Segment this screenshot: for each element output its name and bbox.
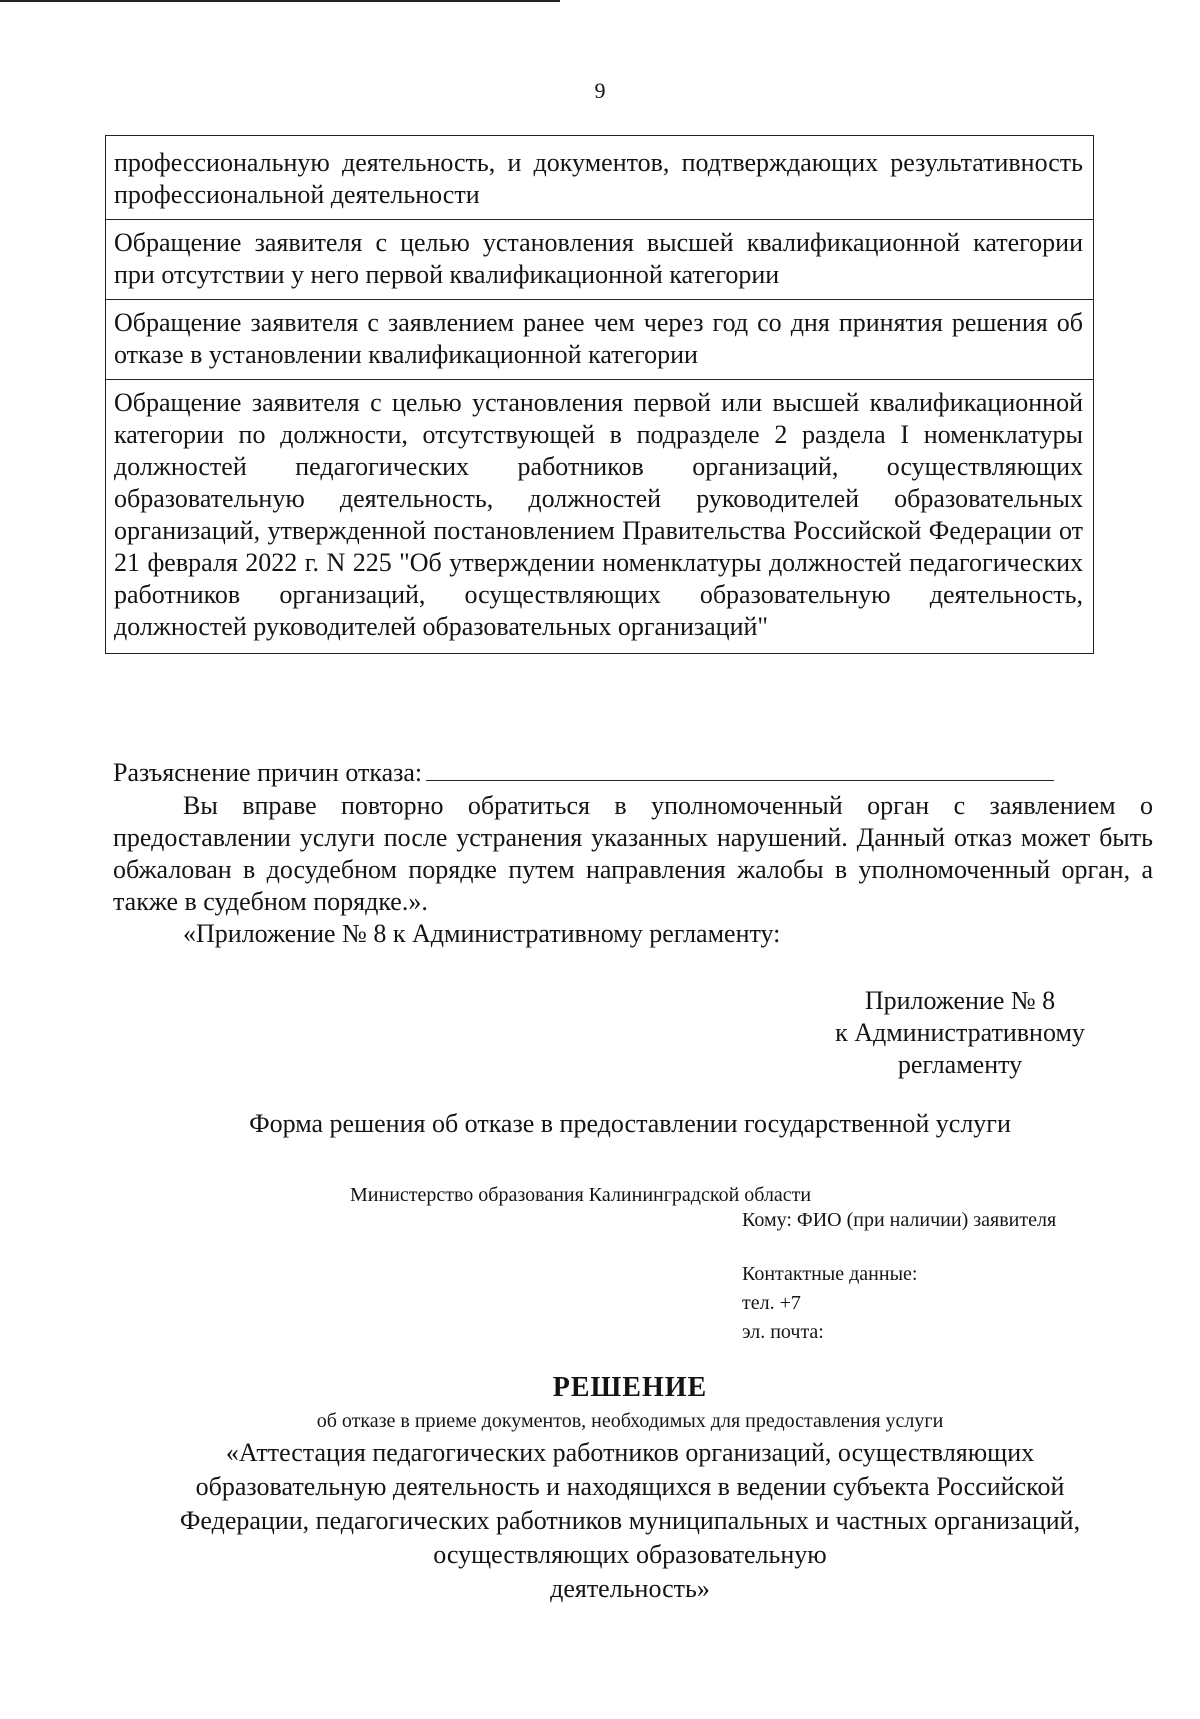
refusal-grounds-table bbox=[105, 135, 1094, 654]
refusal-reason-label: Разъяснение причин отказа: bbox=[113, 758, 423, 787]
service-name bbox=[0, 1436, 1200, 1606]
refusal-reason-line bbox=[113, 757, 1054, 789]
table-row: Обращение заявителя с целью установления первой или высшей квалификационной категории по должности, отсутствующей в подразделе 2 раздела I номенклатуры должностей педагогических работников организаций, осуществляющих образовательную деятельность, должностей руководителей образовательных организаций, утвержденной постановлением Правительства Российской Федерации от 21 февраля 2022 г. N 225 "Об утверждении номенклатуры должностей педагогических работников организаций, осуществляющих образовательную деятельность, должностей руководителей образовательных организаций" bbox=[106, 379, 1093, 653]
annex-header bbox=[810, 985, 1110, 1081]
contact-label: Контактные данные: bbox=[742, 1263, 918, 1285]
annex-intro: «Приложение № 8 к Административному регламенту: bbox=[183, 919, 781, 948]
page-number: 9 bbox=[594, 78, 606, 103]
ministry-name: Министерство образования Калининградской области bbox=[350, 1184, 812, 1206]
service-name-line: Федерации, педагогических работников муниципальных и частных организаций, bbox=[179, 1506, 1081, 1535]
annex-header-line: регламенту bbox=[897, 1050, 1023, 1079]
service-name-line: деятельность» bbox=[550, 1574, 710, 1603]
table-row: Обращение заявителя с целью установления высшей квалификационной категории при отсутствии у него первой квалификационной категории bbox=[106, 219, 1093, 299]
contact-block bbox=[742, 1260, 917, 1347]
annex-header-line: Приложение № 8 bbox=[864, 986, 1056, 1015]
contact-email: эл. почта: bbox=[742, 1321, 824, 1343]
decision-subtitle: об отказе в приеме документов, необходимых для предоставления услуги bbox=[316, 1410, 944, 1432]
contact-phone: тел. +7 bbox=[742, 1292, 801, 1314]
service-name-line: образовательную деятельность и находящихся в ведении субъекта Российской bbox=[195, 1472, 1065, 1501]
decision-title: РЕШЕНИЕ bbox=[552, 1372, 708, 1403]
form-title: Форма решения об отказе в предоставлении государственной услуги bbox=[249, 1109, 1011, 1138]
recipient-line: Кому: ФИО (при наличии) заявителя bbox=[742, 1209, 1057, 1231]
table-row: Обращение заявителя с заявлением ранее чем через год со дня принятия решения об отказе в установлении квалификационной категории bbox=[106, 299, 1093, 379]
blank-underline bbox=[426, 758, 1054, 781]
service-name-line: «Аттестация педагогических работников организаций, осуществляющих bbox=[225, 1438, 1035, 1467]
table-row: профессиональную деятельность, и документов, подтверждающих результативность профессиональной деятельности bbox=[114, 148, 1083, 209]
service-name-line: осуществляющих образовательную bbox=[433, 1540, 827, 1569]
top-rule bbox=[0, 0, 560, 2]
appeal-paragraph: Вы вправе повторно обратиться в уполномоченный орган с заявлением о предоставлении услуги после устранения указанных нарушений. Данный отказ может быть обжалован в досудебном порядке путем направления жалобы в уполномоченный орган, а также в судебном порядке.». bbox=[113, 791, 1153, 916]
annex-header-line: к Административному bbox=[835, 1018, 1085, 1047]
